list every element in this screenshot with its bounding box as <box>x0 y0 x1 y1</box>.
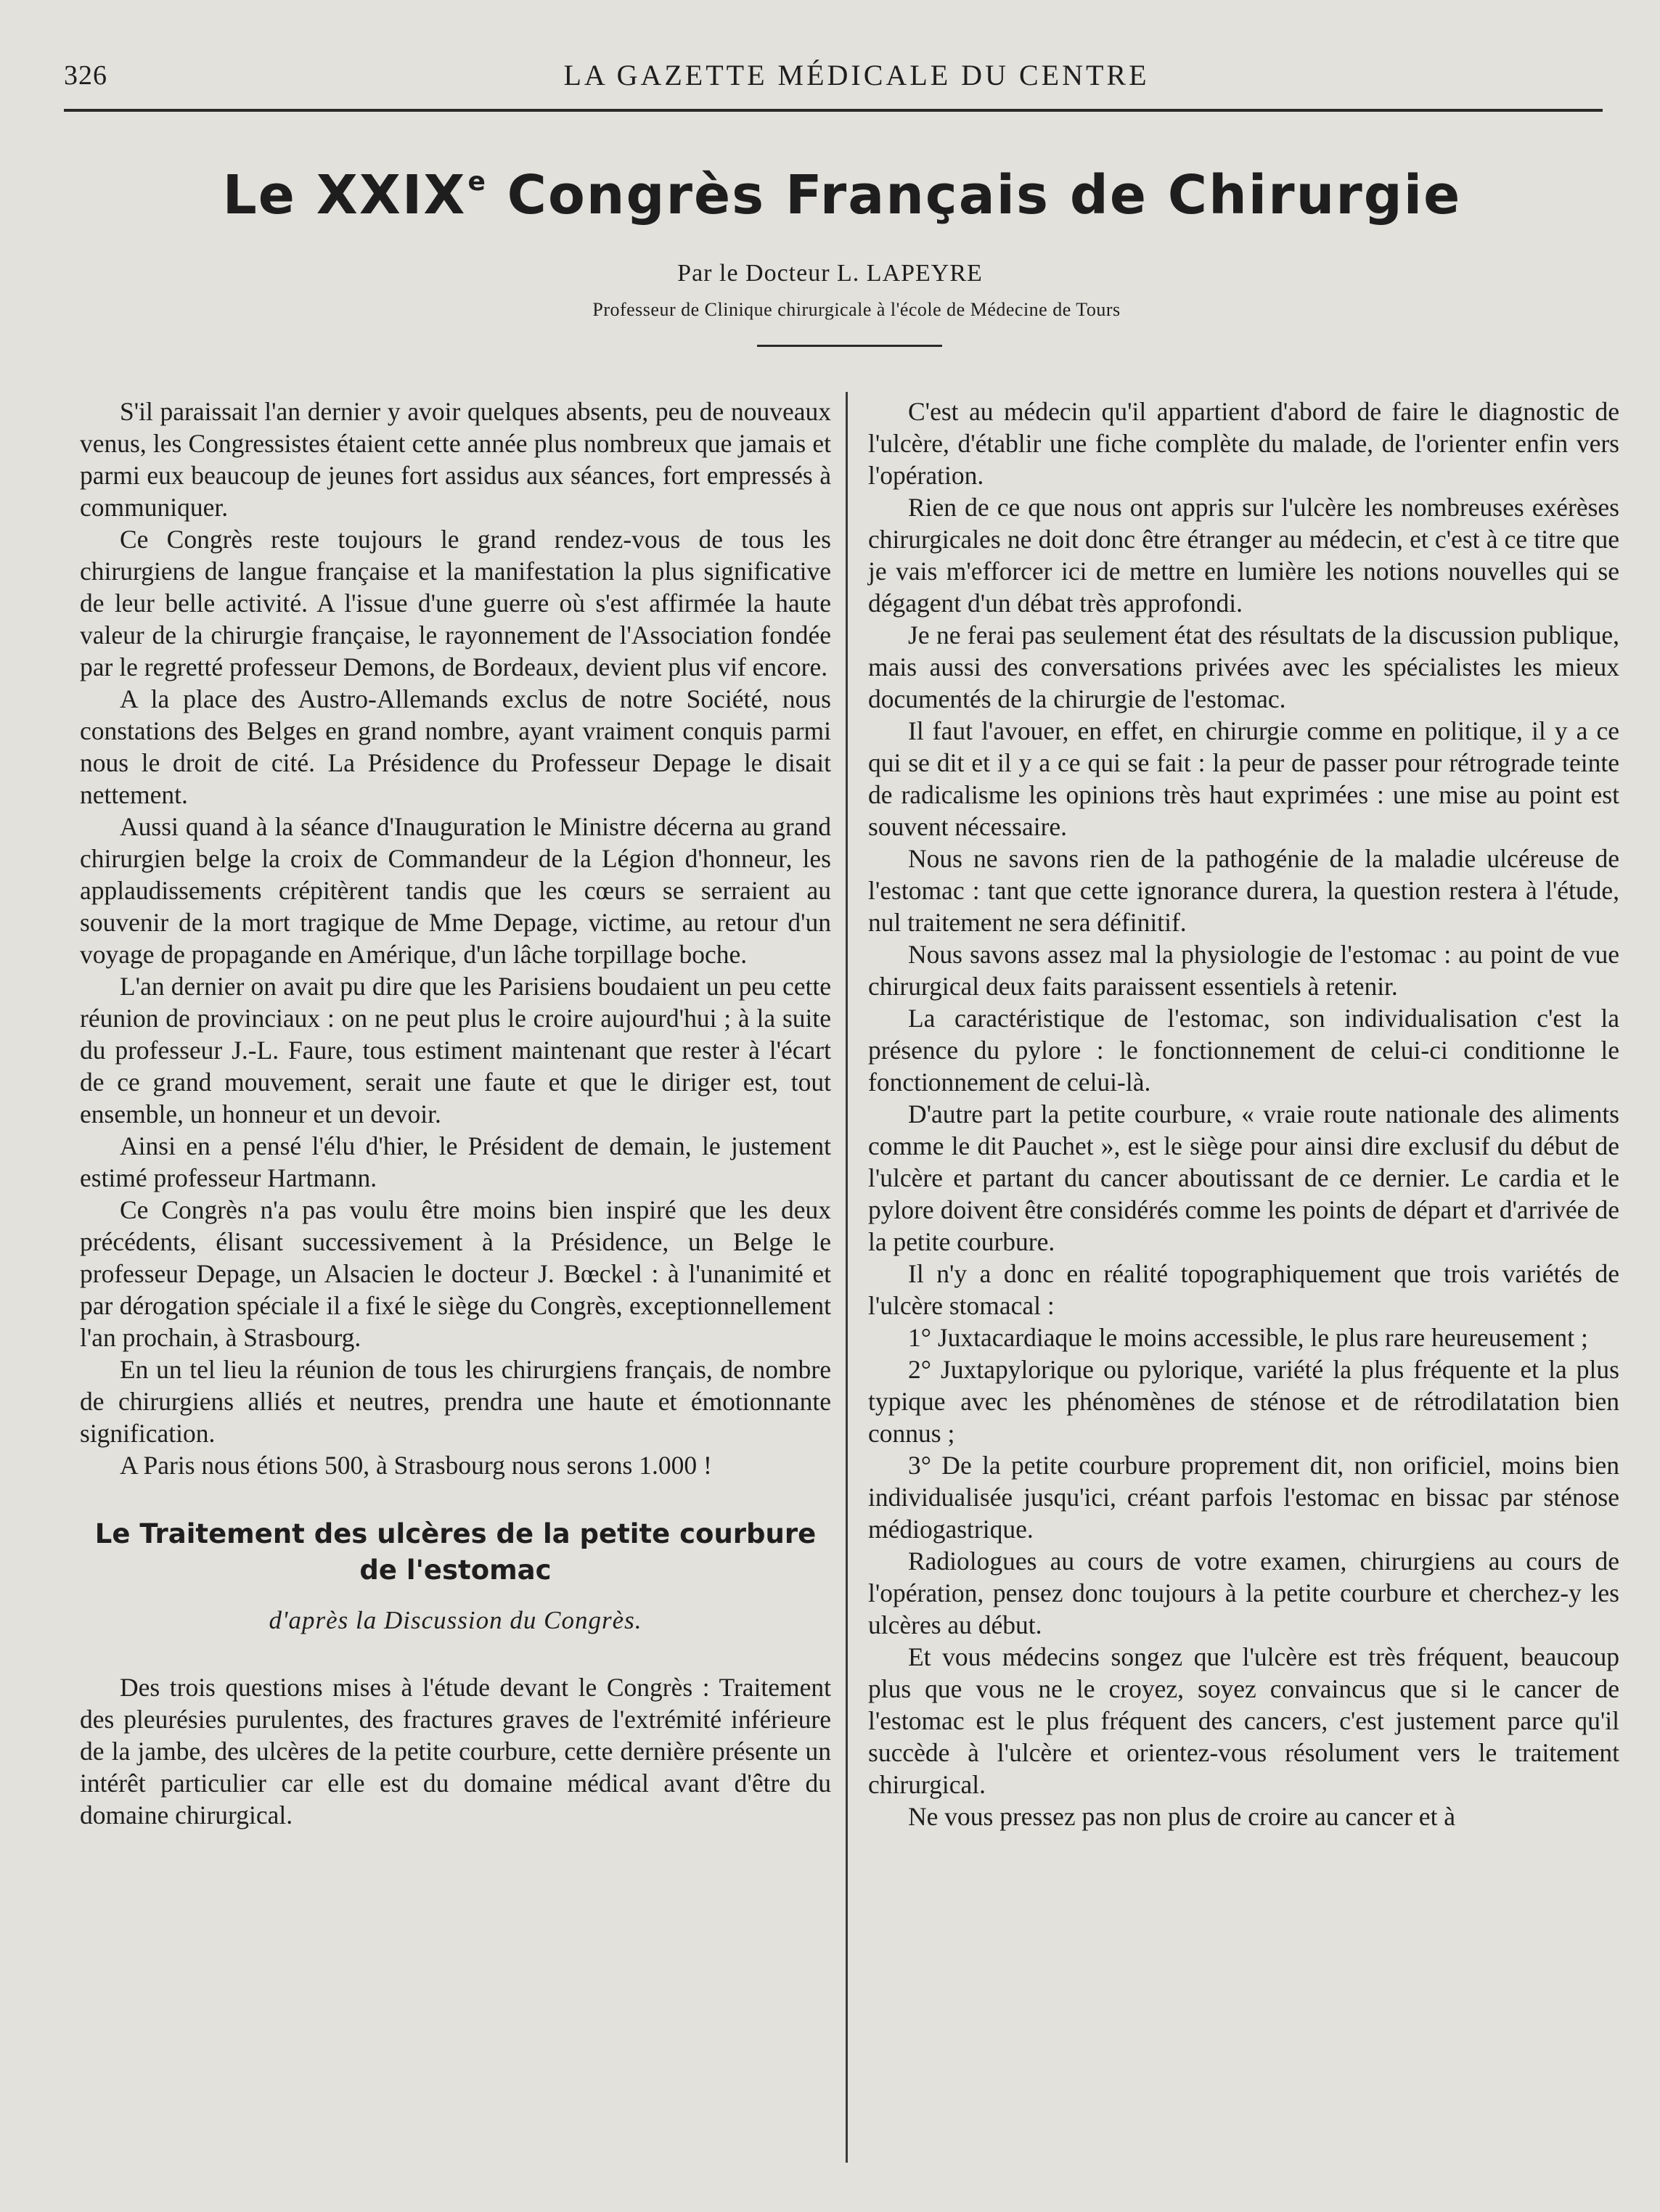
page-number: 326 <box>64 60 107 91</box>
byline: Par le Docteur L. LAPEYRE <box>677 260 983 287</box>
article-title-superscript: e <box>467 167 487 197</box>
list-item: 1° Juxtacardiaque le moins accessible, le plus rare heureusement ; <box>908 1323 1588 1352</box>
running-title: LA GAZETTE MÉDICALE DU CENTRE <box>563 59 1150 91</box>
paragraph: Des trois questions mises à l'étude devant le Congrès : Traitement des pleurésies purulentes, des fractures graves de l'extrémité inférieure de la jambe, des ulcères de la petite courbure, cette dernière présente un intérêt particulier car elle est du domaine médical avant d'être du domaine chirurgical. <box>80 1673 831 1830</box>
article-title <box>73 164 1611 226</box>
paragraph: C'est au médecin qu'il appartient d'abord de faire le diagnostic de l'ulcère, d'établir une fiche complète du malade, de l'orienter enfin vers l'opération. <box>868 397 1619 490</box>
paragraph: La caractéristique de l'estomac, son individualisation c'est la présence du pylore : le fonctionnement de celui-ci conditionne le fonctionnement de celui-là. <box>868 1004 1619 1097</box>
paragraph: Rien de ce que nous ont appris sur l'ulcère les nombreuses exérèses chirurgicales ne doit donc être étranger au médecin, et c'est à ce titre que je vais m'efforcer ici de mettre en lumière les notions nouvelles qui se dégagent d'un débat très approfondi. <box>868 493 1619 618</box>
header-rule <box>64 109 1603 112</box>
author-affiliation: Professeur de Clinique chirurgicale à l'école de Médecine de Tours <box>592 299 1121 320</box>
paragraph: Nous savons assez mal la physiologie de l'estomac : au point de vue chirurgical deux faits paraissent essentiels à retenir. <box>868 940 1619 1001</box>
list-item: 2° Juxtapylorique ou pylorique, variété la plus fréquente et la plus typique avec les phénomènes de sténose et de rétrodilatation bien connus ; <box>868 1355 1619 1448</box>
paragraph: D'autre part la petite courbure, « vraie route nationale des aliments comme le dit Pauchet », est le siège pour ainsi dire exclusif du début de l'ulcère et partant du cancer aboutissant de ce dernier. Le cardia et le pylore doivent être considérés comme les points de départ et d'arrivée de la petite courbure. <box>868 1099 1619 1256</box>
paragraph: Et vous médecins songez que l'ulcère est très fréquent, beaucoup plus que vous ne le croyez, soyez convaincus que si le cancer de l'estomac est le plus fréquent des cancers, c'est justement parce qu'il succède à l'ulcère et orientez-vous résolument vers le traitement chirurgical. <box>868 1642 1619 1799</box>
column-divider <box>846 392 848 2163</box>
article-title-rest: Congrès Français de Chirurgie <box>486 164 1462 226</box>
paragraph: Il faut l'avouer, en effet, en chirurgie comme en politique, il y a ce qui se dit et il y a ce qui se fait : la peur de passer pour rétrograde teinte de radicalisme les opinions très haut exprimées : une mise au point est souvent nécessaire. <box>868 716 1619 841</box>
section-heading: Le Traitement des ulcères de la petite courbure de l'estomac <box>94 1518 817 1586</box>
paragraph: A Paris nous étions 500, à Strasbourg nous serons 1.000 ! <box>120 1451 712 1480</box>
paragraph: Nous ne savons rien de la pathogénie de la maladie ulcéreuse de l'estomac : tant que cette ignorance durera, la question restera à l'étude, nul traitement ne sera définitif. <box>868 844 1619 937</box>
right-column <box>868 396 1619 1832</box>
paragraph: Ainsi en a pensé l'élu d'hier, le Président de demain, le justement estimé professeur Hartmann. <box>80 1131 831 1192</box>
list-item: 3° De la petite courbure proprement dit, non orificiel, moins bien individualisée jusqu'ici, créant parfois l'estomac en bissac par sténose médiogastrique. <box>868 1451 1619 1544</box>
paragraph: Je ne ferai pas seulement état des résultats de la discussion publique, mais aussi des conversations privées avec les spécialistes les mieux documentés de la chirurgie de l'estomac. <box>868 620 1619 713</box>
paragraph: En un tel lieu la réunion de tous les chirurgiens français, de nombre de chirurgiens alliés et neutres, prendra une haute et émotionnante signification. <box>80 1355 831 1448</box>
section-subheading: d'après la Discussion du Congrès. <box>269 1606 642 1634</box>
paragraph: L'an dernier on avait pu dire que les Parisiens boudaient un peu cette réunion de provinciaux : on ne peut plus le croire aujourd'hui ; à la suite du professeur J.-L. Faure, tous estiment maintenant que rester à l'écart de ce grand mouvement, serait une faute et que le diriger est, tout ensemble, un honneur et un devoir. <box>80 972 831 1128</box>
left-column <box>80 396 831 1831</box>
paragraph: Radiologues au cours de votre examen, chirurgiens au cours de l'opération, pensez donc toujours à la petite courbure et cherchez-y les ulcères au début. <box>868 1547 1619 1639</box>
paragraph: Ce Congrès n'a pas voulu être moins bien inspiré que les deux précédents, élisant successivement à la Présidence, un Belge le professeur Depage, un Alsacien le docteur J. Bœckel : à l'unanimité et par dérogation spéciale il a fixé le siège du Congrès, exceptionnellement l'an prochain, à Strasbourg. <box>80 1195 831 1352</box>
paragraph: S'il paraissait l'an dernier y avoir quelques absents, peu de nouveaux venus, les Congressistes étaient cette année plus nombreux que jamais et parmi eux beaucoup de jeunes fort assidus aux séances, fort empressés à communiquer. <box>80 397 831 522</box>
paragraph: Aussi quand à la séance d'Inauguration le Ministre décerna au grand chirurgien belge la croix de Commandeur de la Légion d'honneur, les applaudissements crépitèrent tandis que les cœurs se serraient au souvenir de la mort tragique de Mme Depage, victime, au retour d'un voyage de propagande en Amérique, d'un lâche torpillage boche. <box>80 812 831 969</box>
paragraph: Ce Congrès reste toujours le grand rendez-vous de tous les chirurgiens de langue française et la manifestation la plus significative de leur belle activité. A l'issue d'une guerre où s'est affirmée la haute valeur de la chirurgie française, le rayonnement de l'Association fondée par le regretté professeur Demons, de Bordeaux, devient plus vif encore. <box>80 525 831 681</box>
paragraph: Il n'y a donc en réalité topographiquement que trois variétés de l'ulcère stomacal : <box>868 1259 1619 1320</box>
title-rule <box>757 345 942 347</box>
article-title-main: Le XXIX <box>222 164 467 226</box>
paragraph: Ne vous pressez pas non plus de croire au cancer et à <box>908 1802 1456 1831</box>
paragraph: A la place des Austro-Allemands exclus de notre Société, nous constations des Belges en grand nombre, ayant vraiment conquis parmi nous le droit de cité. La Présidence du Professeur Depage le disait nettement. <box>80 684 831 809</box>
